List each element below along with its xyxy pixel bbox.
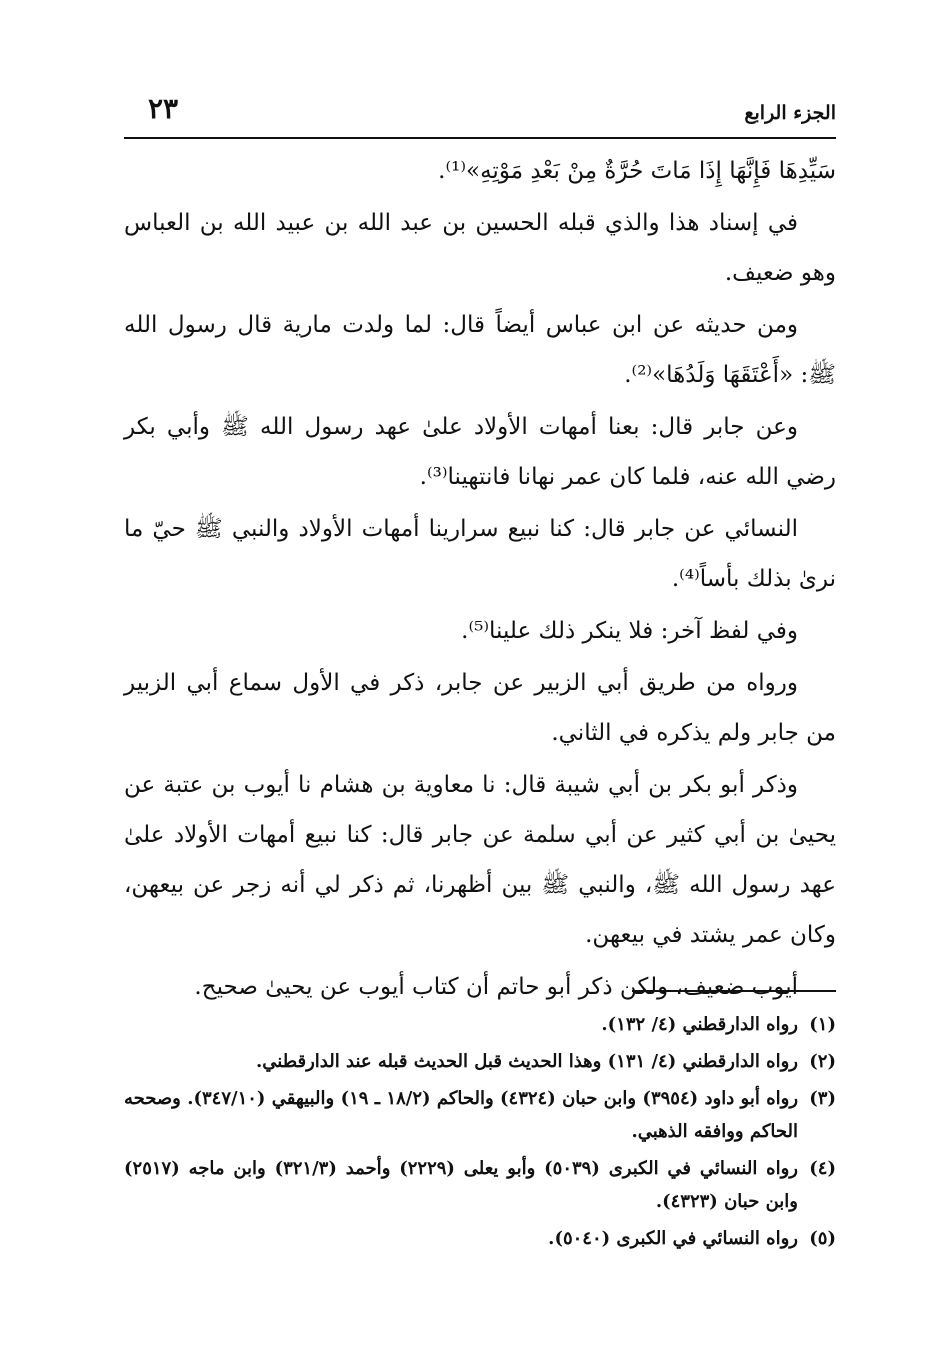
footnote-text: رواه أبو داود (٣٩٥٤) وابن حبان (٤٣٢٤) والحاكم (١٨/٢ ـ ١٩) والبيهقي (٣٤٧/١٠). وصححه الحاكم ووافقه الذهبي. (124, 1088, 799, 1142)
footnote (124, 1222, 836, 1255)
footnote (124, 1152, 836, 1218)
footnote-number: (٤) (809, 1158, 836, 1179)
paragraph: ومن حديثه عن ابن عباس أيضاً قال: لما ولدت مارية قال رسول الله ﷺ: «أَعْتَقَهَا وَلَدُهَا»⁽²⁾. (124, 312, 836, 388)
paragraph: وعن جابر قال: بعنا أمهات الأولاد علىٰ عهد رسول الله ﷺ وأبي بكر رضي الله عنه، فلما كان عمر نهانا فانتهينا⁽³⁾. (124, 414, 836, 490)
footnotes (124, 1008, 836, 1259)
footnote (124, 1082, 836, 1148)
footnote-separator (632, 990, 836, 992)
page-number: ٢٣ (148, 92, 179, 125)
paragraph: النسائي عن جابر قال: كنا نبيع سرارينا أمهات الأولاد والنبي ﷺ حيّ ما نرىٰ بذلك بأساً⁽⁴⁾. (124, 516, 836, 592)
main-text (124, 146, 836, 1014)
footnote-text: رواه الدارقطني (٤/ ١٣٢). (601, 1014, 798, 1035)
paragraph: وذكر أبو بكر بن أبي شيبة قال: نا معاوية بن هشام نا أيوب بن عتبة عن يحيىٰ بن أبي كثير عن أبي سلمة عن جابر قال: كنا نبيع أمهات الأولاد علىٰ عهد رسول الله ﷺ، والنبي ﷺ بين أظهرنا، ثم ذكر لي أنه زجر عن بيعهن، وكان عمر يشتد في بيعهن. (124, 772, 836, 948)
footnote-text: رواه الدارقطني (٤/ ١٣١) وهذا الحديث قبل الحديث قبله عند الدارقطني. (256, 1051, 798, 1072)
footnote (124, 1008, 836, 1041)
paragraph: ورواه من طريق أبي الزبير عن جابر، ذكر في الأول سماع أبي الزبير من جابر ولم يذكره في الثاني. (124, 670, 836, 746)
footnote (124, 1045, 836, 1078)
running-head: الجزء الرابع (744, 102, 836, 124)
paragraph: وفي لفظ آخر: فلا ينكر ذلك علينا⁽⁵⁾. (461, 618, 798, 644)
footnote-number: (٥) (809, 1228, 836, 1249)
page-header (124, 92, 836, 136)
paragraph: في إسناد هذا والذي قبله الحسين بن عبد الله بن عبيد الله بن العباس وهو ضعيف. (124, 210, 836, 286)
paragraph: أيوب ضعيف، ولكن ذكر أبو حاتم أن كتاب أيوب عن يحيىٰ صحيح. (194, 974, 798, 1000)
paragraph: سَيِّدِهَا فَإِنَّهَا إِذَا مَاتَ حُرَّةٌ مِنْ بَعْدِ مَوْتِهِ»⁽¹⁾. (438, 158, 836, 184)
footnote-text: رواه النسائي في الكبرى (٥٠٣٩) وأبو يعلى (٢٢٢٩) وأحمد (٣٢١/٣) وابن ماجه (٢٥١٧) وابن حبان (٤٣٢٣). (124, 1158, 798, 1212)
footnote-number: (٣) (809, 1088, 836, 1109)
footnote-number: (١) (809, 1014, 836, 1035)
header-rule (124, 137, 836, 139)
footnote-text: رواه النسائي في الكبرى (٥٠٤٠). (548, 1228, 798, 1249)
footnote-number: (٢) (809, 1051, 836, 1072)
